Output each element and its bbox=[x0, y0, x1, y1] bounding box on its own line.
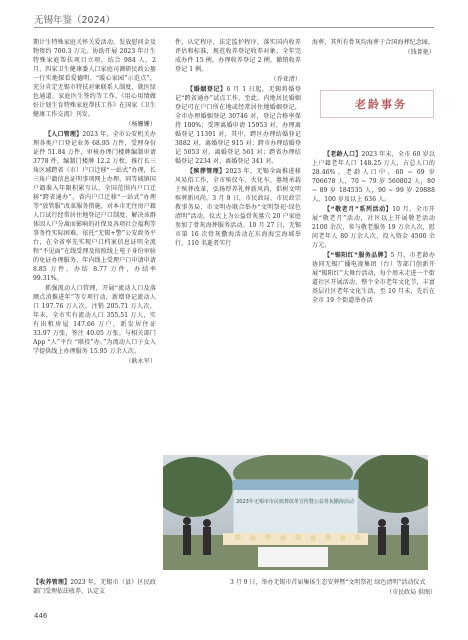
author-signature: （钱菁艳） bbox=[404, 49, 435, 56]
paragraph-sea-burial: 海葬，其所有骨灰均海葬于合国海葬纪念园。 bbox=[312, 39, 435, 46]
paragraph-floating-population: 抓强流动人口管理，开展“流动人口及落额点消推进年”等专项行动，新增登记流动人口 197.76 万人次，注销 205.71 万人次，年末，全市实有流动人口 355.51 万人，实有出租房屋 147.66 万户，新发居住证 33.97 万张，签注 40.05 万张。与相关部门 App “人”平台 “联投”办。”为流动人口子女入学提供线上办理服务 15.95 万余人次。 bbox=[33, 285, 156, 355]
section-title: 老龄事务 bbox=[355, 98, 407, 111]
section-head: 【收养管理】 bbox=[33, 579, 71, 586]
paragraph-text: 5 月，市老龄办协同无锡广播电视集团（台）等部门创新开展“锡阳红”大舞台活动，每个周末走进一个街道社区开展活动，整个全市老年文化节，丰富基层社区老年文化生活，至 10 月末，先后在全市 19 个街道举办活 bbox=[312, 252, 435, 304]
author-signature: （杨姗姗） bbox=[125, 121, 156, 128]
paragraph-respect-month bbox=[312, 205, 435, 250]
paragraph-text: 2023 年，全市公安机关办理各类户口登记业务 68.95 万件，受理身份证件 51.84 万件，审核办理门楼牌编制审请 3778 件，编制门楼牌 12.2 万枚。推行长三角区域跨省（市）户口迁移“一站式”办理，长三角户籍信息证明事项网上办理，同等城镇国户籍准入年限积累互认，全国范围内户口迁移“跨省通办”，省内户口迁移“一站式”办理等“放管服”改革服务措施。对本市无住房户籍人口试行经常居住地登记户口制度，解决该群体因人户分离而影响的社保及各项社会福利等事务性实际困难。依托“无锡+警”公安政务平台，在全省率先实现户口档案信息证明全流程“不见面”在线受理及按照线上电子身份审验的免证办理服务，年内线上受理户口申请申请 8.85 万件，办结 8.77 万件，办结率 99.31%。 bbox=[33, 131, 156, 282]
paragraph-text: 10 月，全市开展“敬老月”活动，社区以上开展敬老活动 2100 余次，参与敬老服务 19 万余人次，慰问老年人 80 万余人次，投入资金 4500 余万元。 bbox=[312, 206, 436, 249]
paragraph-text: 2023 年，无锡市（县）区民政部门受理依法收养、认定支 bbox=[33, 579, 156, 595]
section-head: 【老龄人口】 bbox=[324, 151, 362, 158]
event-photo bbox=[163, 455, 428, 570]
author-signature: （耿永军） bbox=[125, 358, 156, 365]
paragraph-adoption bbox=[33, 578, 156, 596]
header-rule bbox=[34, 27, 434, 28]
paragraph-adoption-cont: 件，认定程序，法定监护程序，落实国内收养评估和标准，规范收养登记收养对象。全年完成办件 15 例，办理收养登记 2 例，撤销收养登记 1 例。 bbox=[175, 39, 301, 73]
column-1 bbox=[33, 38, 156, 367]
caption-text: 3 月 9 日，举办无锡市首届集体生态安葬暨“文明祭祀 绿色清明”活动仪式 bbox=[230, 579, 426, 586]
section-head: 【婚姻登记】 bbox=[187, 86, 227, 93]
paragraph-elderly-population bbox=[312, 150, 435, 204]
paragraph-population-management bbox=[33, 130, 156, 283]
page-number: 446 bbox=[34, 612, 48, 620]
paragraph-xiyanghong bbox=[312, 251, 435, 305]
photo-caption bbox=[230, 578, 436, 597]
section-head: 【“敬老月”系列活动】 bbox=[324, 206, 393, 213]
column-3-top bbox=[312, 38, 435, 58]
photo-illustration bbox=[163, 455, 428, 570]
paragraph-marriage bbox=[175, 85, 301, 166]
section-head: 【殡葬管理】 bbox=[187, 168, 226, 175]
column-3 bbox=[312, 150, 435, 306]
paragraph-text: 6 月 1 日起，无锡将婚登记“跨省通办”试点工作，至此，内地居民婚姻登记可在户口所在地或经常居住地婚姻登记，全市办理婚姻登记 30746 对，登记合格率保持 100%；受理离婚申请 15953 对，办理离婚登记 11391 对，其中，跨区办理结婚登记 3882 对，离婚登记 915 对；跨市办理结婚登记 5053 对，离婚登记 561 对；跨省办理结婚登记 2234 对，离婚登记 341 对。 bbox=[175, 86, 301, 165]
author-signature: （乔亚清） bbox=[270, 76, 301, 83]
section-head: 【“锡阳红”服务品牌】 bbox=[324, 252, 391, 259]
banner-text: 2023年无锡市市民殡葬改革宣传暨公益骨灰撒海活动 bbox=[236, 499, 354, 505]
paragraph-funeral bbox=[175, 167, 301, 248]
section-head: 【人口管理】 bbox=[45, 131, 83, 138]
column-2 bbox=[175, 38, 301, 249]
paragraph-text: 2023 年，无锡全面推进移风易俗工作，全市殡仪车、火化车、墓地承载于殡葬改革，弘扬厚养礼葬新风尚，倡树文明殡葬新风尚。3 月 9 日，市民政局、市民政宗教事务局、市文明办联合举办“文明祭祀·绿色清明”活动，仪式上为公益骨灰墓穴 20 户家庭参加了骨灰海葬服务活动。10 月 27 日，无锡市第 16 次骨灰撒海活动在东海海宝海域举行，110 名逝者实行 bbox=[175, 168, 301, 247]
paragraph-text: 2023 年末，全市 60 岁以上户籍老年人口 148.25 万人，占总人口的 28.46%。老龄人口中，60 ~ 69 岁 706678 人，70 ~ 79 岁 560802 人，80 ~ 89 岁 184535 人，90 ~ 99 岁 29888 人，100 岁及以上 636 人。 bbox=[312, 151, 435, 203]
paragraph-family-care: 期计生特殊家庭关怀关爱活动，发放慰问金及物资约 700.3 万元。协助开展 2023 年计生特殊家庭帮扶项目立项，结合 984 人。2 月，四家卫生健康委人口家庭司调研民政公墓一行实地探看爱德明、“暖心家园”示范点”，充分肯定无锡市特扶对象联系人制度、就医绿色通道、家庭医生签约等工作。《用心用情做好计划生育特殊家庭帮扶工作》在国家《卫生健康工作交流》刊发。 bbox=[33, 39, 156, 118]
caption-source: （市民政局 供图） bbox=[386, 588, 436, 596]
running-header: 无锡年鉴（2024） bbox=[34, 15, 116, 26]
